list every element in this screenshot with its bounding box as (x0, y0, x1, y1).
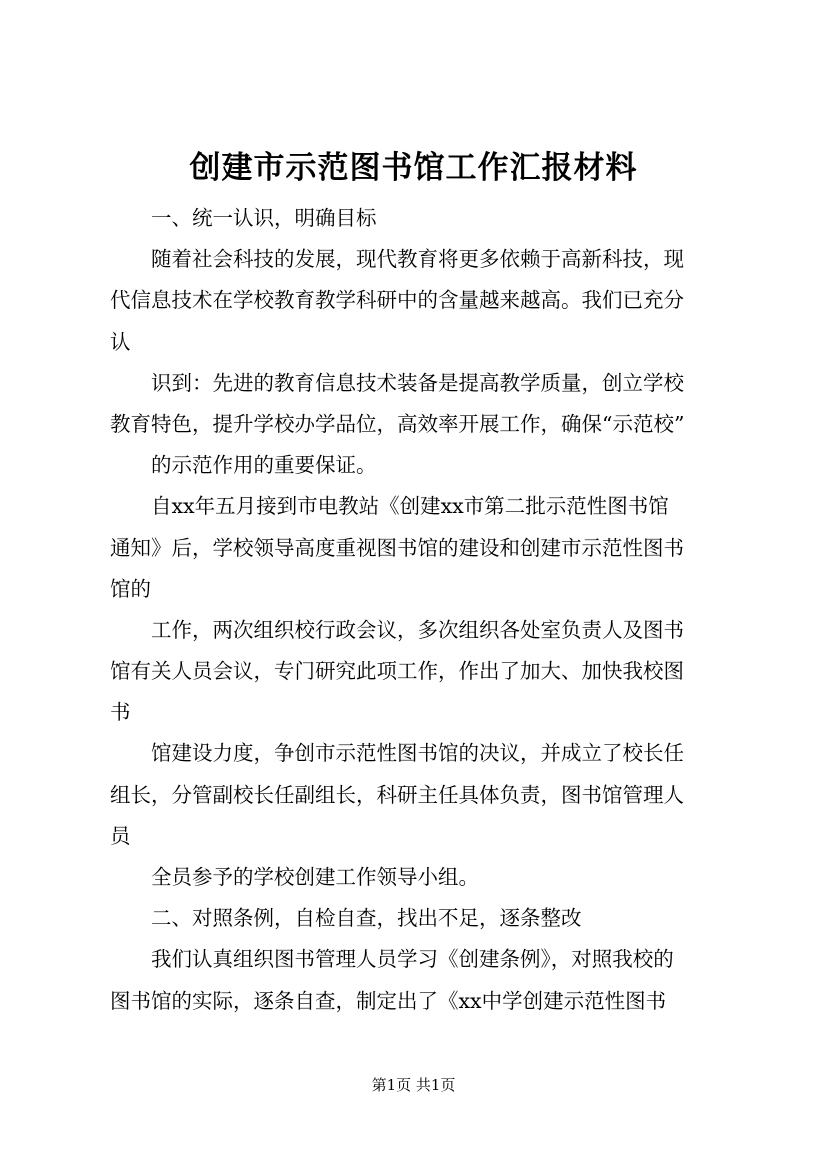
body-line: 我们认真组织图书管理人员学习《创建条例》，对照我校的 (151, 947, 674, 972)
body-line: 馆建设力度，争创市示范性图书馆的决议，并成立了校长任 (151, 741, 684, 766)
body-line: 工作，两次组织校行政会议，多次组织各处室负责人及图书 (151, 617, 684, 642)
body-line: 二、对照条例，自检自查，找出不足，逐条整改 (151, 906, 582, 931)
document-body (110, 198, 724, 1022)
body-line: 的示范作用的重要保证。 (151, 453, 377, 478)
body-line: 图书馆的实际，逐条自查，制定出了《xx中学创建示范性图书 (110, 988, 667, 1013)
body-line: 认 (110, 329, 131, 354)
body-line: 通知》后，学校领导高度重视图书馆的建设和创建市示范性图书 (110, 535, 684, 560)
body-line: 识到：先进的教育信息技术装备是提高教学质量，创立学校 (151, 370, 684, 395)
body-line: 馆的 (110, 576, 151, 601)
body-line: 随着社会科技的发展，现代教育将更多依赖于高新科技，现 (151, 247, 684, 272)
body-line: 全员参予的学校创建工作领导小组。 (151, 865, 479, 889)
body-line: 自xx年五月接到市电教站《创建xx市第二批示范性图书馆 (151, 494, 669, 519)
document-title: 创建市示范图书馆工作汇报材料 (189, 150, 638, 186)
body-line: 员 (110, 823, 131, 848)
body-line: 一、统一认识，明确目标 (151, 206, 377, 230)
body-line: 馆有关人员会议，专门研究此项工作，作出了加大、加快我校图 (110, 659, 684, 684)
body-line: 教育特色，提升学校办学品位，高效率开展工作，确保“示范校” (110, 411, 685, 436)
body-line: 书 (110, 700, 131, 725)
body-line: 代信息技术在学校教育教学科研中的含量越来越高。我们已充分 (110, 288, 684, 313)
body-line: 组长，分管副校长任副组长，科研主任具体负责，图书馆管理人 (110, 782, 684, 807)
page-footer: 第1页 共1页 (371, 1076, 456, 1094)
